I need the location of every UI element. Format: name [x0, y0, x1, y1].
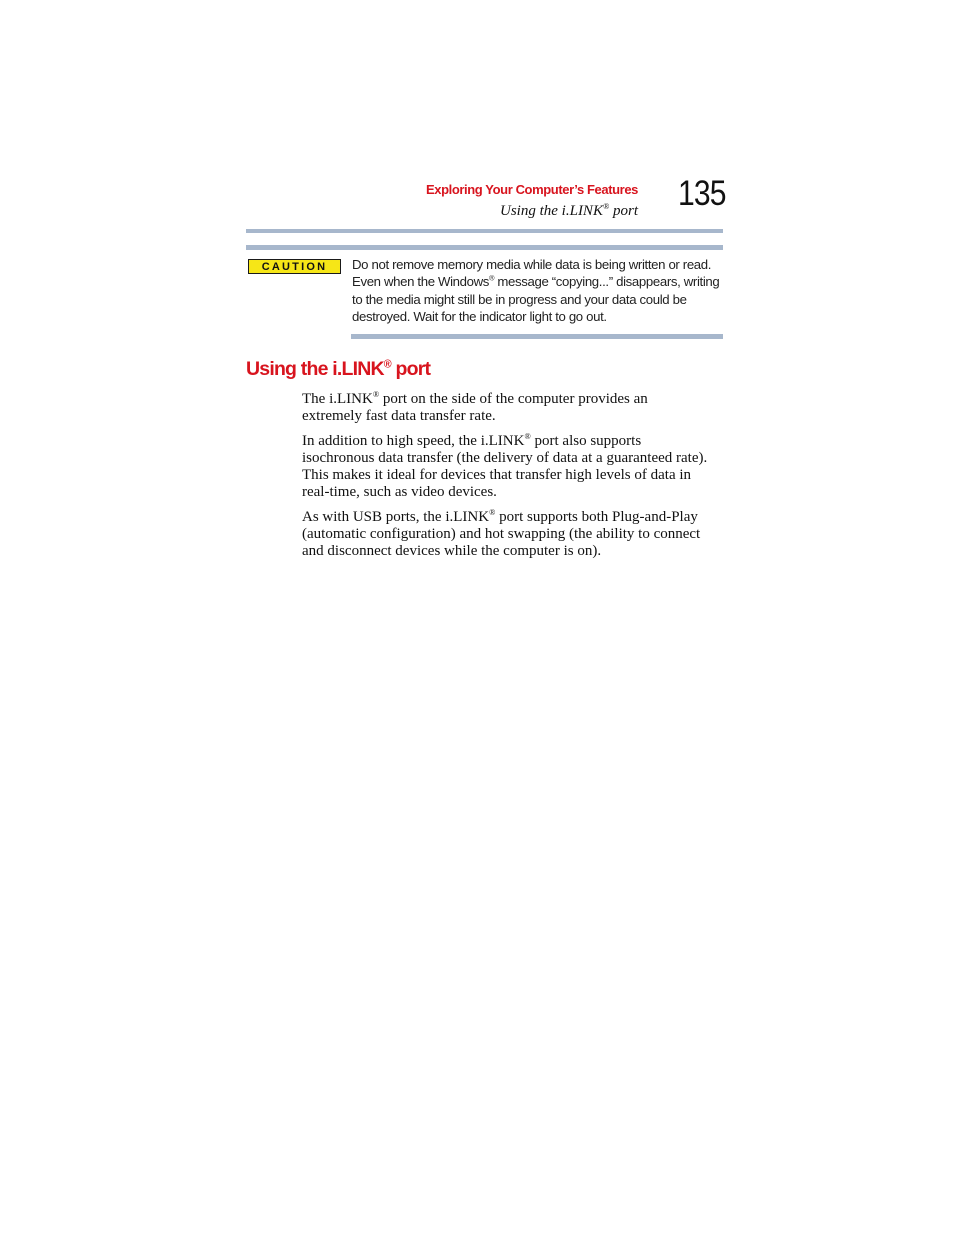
- caution-top-rule: [246, 245, 723, 250]
- caution-line: Even when the Windows® message “copying...” disappears, writing: [352, 273, 720, 290]
- caution-line: destroyed. Wait for the indicator light to go out.: [352, 308, 607, 324]
- page-number: 135: [678, 174, 726, 213]
- header-divider: [246, 229, 723, 233]
- section-heading: Using the i.LINK® port: [246, 358, 431, 380]
- chapter-title: Exploring Your Computer’s Features: [425, 182, 638, 197]
- caution-text: [352, 256, 723, 325]
- body-paragraph-2: In addition to high speed, the i.LINK® port also supports isochronous data transfer (the delivery of data at a guaranteed rate). This makes it ideal for devices that transfer high levels of data in real-time, such as video devices.: [302, 432, 708, 500]
- body-paragraph-1: The i.LINK® port on the side of the computer provides an extremely fast data transfer rate.: [302, 390, 648, 424]
- caution-badge: CAUTION: [248, 259, 341, 274]
- caution-line: to the media might still be in progress and your data could be: [352, 291, 687, 307]
- body-paragraph-3: As with USB ports, the i.LINK® port supports both Plug-and-Play (automatic configuration) and hot swapping (the ability to connect and disconnect devices while the computer is on).: [302, 508, 701, 559]
- running-section-title: Using the i.LINK® port: [500, 202, 638, 219]
- caution-line: Do not remove memory media while data is being written or read.: [352, 257, 712, 272]
- caution-bottom-rule: [351, 334, 723, 339]
